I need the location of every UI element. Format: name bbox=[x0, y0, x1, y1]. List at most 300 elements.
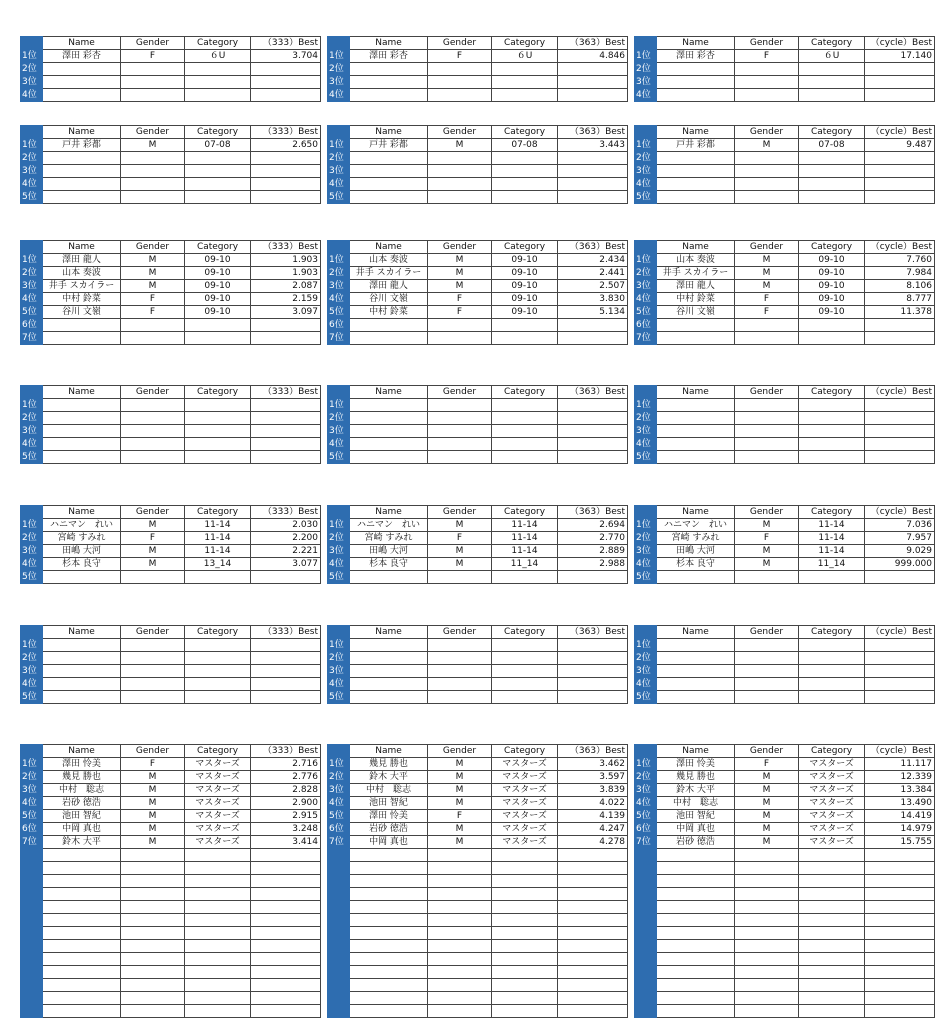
best-cell: 17.140 bbox=[865, 50, 935, 63]
header-row bbox=[635, 241, 935, 254]
name-cell: 杉本 良守 bbox=[657, 558, 735, 571]
best-cell: 13.384 bbox=[865, 784, 935, 797]
rank-label: 5位 bbox=[635, 191, 657, 204]
table-row bbox=[21, 451, 321, 464]
gender-cell bbox=[428, 992, 492, 1005]
table-row bbox=[21, 412, 321, 425]
category-cell: 11_14 bbox=[492, 558, 558, 571]
table-row bbox=[635, 691, 935, 704]
gender-cell bbox=[121, 875, 185, 888]
gender-cell bbox=[121, 191, 185, 204]
rank-label: 3位 bbox=[635, 280, 657, 293]
rank-label: 2位 bbox=[21, 152, 43, 165]
name-cell bbox=[350, 639, 428, 652]
rank-header-cell bbox=[635, 506, 657, 519]
category-header: Category bbox=[185, 506, 251, 519]
best-cell: 7.957 bbox=[865, 532, 935, 545]
category-cell bbox=[185, 332, 251, 345]
rank-label: 5位 bbox=[328, 191, 350, 204]
gender-cell bbox=[121, 152, 185, 165]
category-cell bbox=[799, 165, 865, 178]
table-row bbox=[635, 545, 935, 558]
category-cell bbox=[799, 992, 865, 1005]
name-cell: 中村 聡志 bbox=[657, 797, 735, 810]
gender-header: Gender bbox=[428, 626, 492, 639]
category-cell bbox=[492, 979, 558, 992]
best-cell bbox=[251, 966, 321, 979]
category-cell: 11-14 bbox=[492, 532, 558, 545]
name-cell: 田嶋 大河 bbox=[350, 545, 428, 558]
rank-header-cell bbox=[328, 745, 350, 758]
table-row bbox=[328, 691, 628, 704]
rank-label: 4位 bbox=[635, 293, 657, 306]
rank-label: 4位 bbox=[635, 558, 657, 571]
rank-label: 6位 bbox=[328, 319, 350, 332]
best-cell: 2.650 bbox=[251, 139, 321, 152]
category-cell bbox=[799, 966, 865, 979]
gender-cell bbox=[735, 927, 799, 940]
gender-cell bbox=[735, 979, 799, 992]
table-row bbox=[21, 306, 321, 319]
gender-cell bbox=[428, 652, 492, 665]
best-header: （363）Best bbox=[558, 626, 628, 639]
best-cell: 7.760 bbox=[865, 254, 935, 267]
category-cell bbox=[799, 691, 865, 704]
gender-cell bbox=[735, 165, 799, 178]
name-cell bbox=[657, 927, 735, 940]
header-row bbox=[328, 386, 628, 399]
best-cell bbox=[865, 639, 935, 652]
ranking-table bbox=[634, 505, 935, 584]
category-cell bbox=[799, 191, 865, 204]
best-cell bbox=[558, 652, 628, 665]
gender-cell: M bbox=[428, 771, 492, 784]
category-cell bbox=[492, 63, 558, 76]
name-cell bbox=[657, 152, 735, 165]
name-header: Name bbox=[657, 37, 735, 50]
table-row bbox=[328, 849, 628, 862]
category-cell bbox=[492, 966, 558, 979]
rank-label: 4位 bbox=[328, 438, 350, 451]
name-cell: 中村 鈴菜 bbox=[43, 293, 121, 306]
table-row bbox=[328, 771, 628, 784]
rank-label: 6位 bbox=[21, 319, 43, 332]
rank-header-cell bbox=[635, 241, 657, 254]
name-cell bbox=[43, 940, 121, 953]
gender-header: Gender bbox=[428, 506, 492, 519]
rank-label: 6位 bbox=[328, 823, 350, 836]
rank-label: 3位 bbox=[635, 425, 657, 438]
gender-cell: F bbox=[735, 293, 799, 306]
gender-cell: M bbox=[735, 771, 799, 784]
gender-cell bbox=[121, 888, 185, 901]
rank-label: 2位 bbox=[635, 63, 657, 76]
best-cell bbox=[865, 888, 935, 901]
table-row bbox=[635, 438, 935, 451]
name-cell bbox=[657, 165, 735, 178]
category-header: Category bbox=[492, 745, 558, 758]
gender-cell bbox=[735, 571, 799, 584]
gender-cell bbox=[121, 319, 185, 332]
ranking-table bbox=[634, 744, 935, 1018]
name-cell: 鈴木 大平 bbox=[43, 836, 121, 849]
best-cell bbox=[251, 652, 321, 665]
table-row bbox=[635, 399, 935, 412]
category-cell: 09-10 bbox=[492, 293, 558, 306]
category-cell bbox=[492, 332, 558, 345]
category-header: Category bbox=[799, 37, 865, 50]
category-cell bbox=[799, 438, 865, 451]
header-row bbox=[635, 37, 935, 50]
category-cell bbox=[492, 319, 558, 332]
rank-label: 1位 bbox=[328, 399, 350, 412]
best-cell bbox=[558, 992, 628, 1005]
rank-label: 1位 bbox=[328, 50, 350, 63]
best-cell: 13.490 bbox=[865, 797, 935, 810]
gender-cell: M bbox=[121, 267, 185, 280]
category-cell bbox=[799, 888, 865, 901]
table-row bbox=[635, 519, 935, 532]
category-cell: マスターズ bbox=[799, 797, 865, 810]
name-cell: 田嶋 大河 bbox=[657, 545, 735, 558]
rank-label: 5位 bbox=[21, 691, 43, 704]
table-row bbox=[328, 319, 628, 332]
category-header: Category bbox=[185, 126, 251, 139]
rank-label: 5位 bbox=[328, 571, 350, 584]
rank-label: 4位 bbox=[635, 178, 657, 191]
table-row bbox=[635, 293, 935, 306]
rank-label: 5位 bbox=[21, 191, 43, 204]
best-cell bbox=[558, 901, 628, 914]
best-cell bbox=[865, 319, 935, 332]
best-cell: 3.597 bbox=[558, 771, 628, 784]
rank-label: 2位 bbox=[635, 532, 657, 545]
rank-label bbox=[328, 914, 350, 927]
category-cell bbox=[492, 89, 558, 102]
rank-header-cell bbox=[328, 626, 350, 639]
table-row bbox=[328, 412, 628, 425]
name-cell: 澤田 彩杏 bbox=[657, 50, 735, 63]
category-cell bbox=[185, 665, 251, 678]
name-cell bbox=[43, 451, 121, 464]
gender-cell bbox=[735, 152, 799, 165]
category-cell bbox=[799, 927, 865, 940]
gender-cell: F bbox=[121, 532, 185, 545]
name-cell: 鈴木 大平 bbox=[657, 784, 735, 797]
best-cell bbox=[251, 979, 321, 992]
table-row bbox=[328, 165, 628, 178]
best-cell: 14.419 bbox=[865, 810, 935, 823]
name-header: Name bbox=[657, 241, 735, 254]
best-cell: 14.979 bbox=[865, 823, 935, 836]
best-cell bbox=[865, 953, 935, 966]
category-cell bbox=[492, 451, 558, 464]
table-row bbox=[328, 836, 628, 849]
rank-label bbox=[21, 849, 43, 862]
table-row bbox=[328, 652, 628, 665]
ranking-table bbox=[20, 125, 321, 204]
category-cell bbox=[492, 76, 558, 89]
category-cell bbox=[799, 152, 865, 165]
rank-label: 1位 bbox=[328, 639, 350, 652]
header-row bbox=[635, 745, 935, 758]
category-cell bbox=[185, 451, 251, 464]
rank-label bbox=[635, 901, 657, 914]
best-cell: 3.248 bbox=[251, 823, 321, 836]
table-row bbox=[635, 191, 935, 204]
gender-cell bbox=[121, 399, 185, 412]
name-cell: 戸井 彩都 bbox=[43, 139, 121, 152]
name-cell bbox=[350, 412, 428, 425]
gender-header: Gender bbox=[121, 386, 185, 399]
gender-cell bbox=[121, 438, 185, 451]
name-cell: 井手 スカイラー bbox=[657, 267, 735, 280]
header-row bbox=[328, 126, 628, 139]
name-cell: 澤田 怜美 bbox=[43, 758, 121, 771]
table-row bbox=[635, 412, 935, 425]
ranking-table bbox=[327, 385, 628, 464]
gender-header: Gender bbox=[428, 37, 492, 50]
name-cell bbox=[43, 571, 121, 584]
table-row bbox=[328, 953, 628, 966]
table-row bbox=[21, 332, 321, 345]
gender-cell bbox=[735, 992, 799, 1005]
best-cell bbox=[865, 76, 935, 89]
gender-cell: M bbox=[735, 254, 799, 267]
rank-label: 3位 bbox=[328, 280, 350, 293]
gender-cell bbox=[428, 399, 492, 412]
name-cell: 中村 聡志 bbox=[43, 784, 121, 797]
category-cell: 09-10 bbox=[799, 280, 865, 293]
name-cell bbox=[350, 849, 428, 862]
table-row bbox=[635, 50, 935, 63]
best-cell bbox=[865, 691, 935, 704]
best-cell bbox=[251, 691, 321, 704]
gender-cell: F bbox=[428, 810, 492, 823]
header-row bbox=[21, 241, 321, 254]
name-cell: 澤田 龍人 bbox=[43, 254, 121, 267]
table-row bbox=[328, 665, 628, 678]
category-cell: 11-14 bbox=[185, 532, 251, 545]
best-cell: 8.106 bbox=[865, 280, 935, 293]
best-cell bbox=[865, 914, 935, 927]
ranking-table bbox=[327, 505, 628, 584]
rank-label: 6位 bbox=[21, 823, 43, 836]
table-row bbox=[328, 862, 628, 875]
table-row bbox=[635, 678, 935, 691]
gender-cell: M bbox=[121, 823, 185, 836]
rank-label bbox=[635, 1005, 657, 1018]
table-row bbox=[21, 191, 321, 204]
rank-label: 3位 bbox=[635, 165, 657, 178]
table-row bbox=[21, 293, 321, 306]
rank-label: 4位 bbox=[328, 293, 350, 306]
rank-label: 2位 bbox=[328, 267, 350, 280]
table-row bbox=[635, 966, 935, 979]
best-cell: 11.117 bbox=[865, 758, 935, 771]
name-cell bbox=[43, 165, 121, 178]
table-row bbox=[328, 306, 628, 319]
rank-label: 5位 bbox=[328, 810, 350, 823]
gender-header: Gender bbox=[735, 386, 799, 399]
rank-label: 4位 bbox=[328, 89, 350, 102]
category-cell bbox=[185, 412, 251, 425]
gender-header: Gender bbox=[735, 37, 799, 50]
gender-cell bbox=[428, 979, 492, 992]
header-row bbox=[328, 506, 628, 519]
category-cell bbox=[799, 571, 865, 584]
rank-header-cell bbox=[635, 37, 657, 50]
name-cell bbox=[350, 76, 428, 89]
best-cell: 3.462 bbox=[558, 758, 628, 771]
name-cell: 杉本 良守 bbox=[43, 558, 121, 571]
name-cell bbox=[43, 332, 121, 345]
best-cell bbox=[558, 89, 628, 102]
name-cell bbox=[350, 571, 428, 584]
rank-label: 3位 bbox=[328, 545, 350, 558]
category-cell bbox=[492, 165, 558, 178]
table-row bbox=[21, 639, 321, 652]
name-cell bbox=[350, 89, 428, 102]
rank-label: 2位 bbox=[328, 652, 350, 665]
rank-label: 2位 bbox=[21, 63, 43, 76]
rank-label bbox=[635, 966, 657, 979]
name-cell: 幾見 勝也 bbox=[43, 771, 121, 784]
gender-cell: M bbox=[428, 139, 492, 152]
category-cell: マスターズ bbox=[492, 784, 558, 797]
best-cell bbox=[865, 901, 935, 914]
category-cell bbox=[492, 849, 558, 862]
name-cell bbox=[43, 691, 121, 704]
header-row bbox=[328, 745, 628, 758]
best-header: （333）Best bbox=[251, 126, 321, 139]
category-cell bbox=[799, 89, 865, 102]
best-header: （cycle）Best bbox=[865, 626, 935, 639]
category-cell: 09-10 bbox=[492, 267, 558, 280]
gender-cell: F bbox=[121, 50, 185, 63]
category-header: Category bbox=[492, 626, 558, 639]
rank-label bbox=[328, 888, 350, 901]
name-cell bbox=[350, 438, 428, 451]
category-cell: 09-10 bbox=[799, 267, 865, 280]
name-cell bbox=[657, 425, 735, 438]
name-cell bbox=[350, 425, 428, 438]
table-row bbox=[635, 89, 935, 102]
best-cell bbox=[865, 927, 935, 940]
rank-label: 1位 bbox=[21, 758, 43, 771]
table-row bbox=[328, 451, 628, 464]
table-row bbox=[328, 758, 628, 771]
category-cell: 09-10 bbox=[799, 254, 865, 267]
name-cell: 澤田 彩杏 bbox=[350, 50, 428, 63]
header-row bbox=[635, 506, 935, 519]
rank-label: 3位 bbox=[21, 76, 43, 89]
gender-cell bbox=[121, 849, 185, 862]
name-header: Name bbox=[350, 506, 428, 519]
gender-cell: F bbox=[121, 293, 185, 306]
best-cell: 2.507 bbox=[558, 280, 628, 293]
best-cell bbox=[865, 665, 935, 678]
rank-header-cell bbox=[328, 506, 350, 519]
rank-label: 4位 bbox=[328, 678, 350, 691]
category-cell: マスターズ bbox=[492, 771, 558, 784]
gender-cell: M bbox=[428, 267, 492, 280]
rank-label: 2位 bbox=[328, 152, 350, 165]
name-cell bbox=[43, 399, 121, 412]
category-cell bbox=[185, 927, 251, 940]
best-cell bbox=[558, 940, 628, 953]
rank-label: 7位 bbox=[328, 332, 350, 345]
gender-cell bbox=[121, 665, 185, 678]
category-cell bbox=[492, 665, 558, 678]
best-cell bbox=[251, 992, 321, 1005]
gender-cell: F bbox=[428, 306, 492, 319]
rank-label: 4位 bbox=[635, 678, 657, 691]
gender-header: Gender bbox=[121, 626, 185, 639]
table-row bbox=[635, 652, 935, 665]
rank-label: 5位 bbox=[635, 810, 657, 823]
best-cell: 4.022 bbox=[558, 797, 628, 810]
category-cell: マスターズ bbox=[185, 810, 251, 823]
gender-cell: F bbox=[121, 758, 185, 771]
gender-cell bbox=[121, 165, 185, 178]
gender-cell: M bbox=[428, 784, 492, 797]
category-cell bbox=[185, 165, 251, 178]
best-cell bbox=[865, 966, 935, 979]
gender-cell: M bbox=[735, 558, 799, 571]
best-header: （333）Best bbox=[251, 37, 321, 50]
rank-label: 5位 bbox=[635, 451, 657, 464]
rank-label: 1位 bbox=[635, 399, 657, 412]
table-row bbox=[21, 139, 321, 152]
rank-label: 1位 bbox=[635, 50, 657, 63]
gender-cell bbox=[735, 849, 799, 862]
gender-cell: M bbox=[735, 810, 799, 823]
rank-label: 1位 bbox=[635, 519, 657, 532]
rank-label bbox=[635, 940, 657, 953]
gender-cell: M bbox=[121, 771, 185, 784]
category-cell: 11_14 bbox=[799, 558, 865, 571]
best-cell bbox=[865, 862, 935, 875]
name-cell bbox=[350, 940, 428, 953]
name-cell bbox=[43, 89, 121, 102]
category-cell: マスターズ bbox=[799, 758, 865, 771]
best-cell bbox=[558, 678, 628, 691]
name-cell: 澤田 龍人 bbox=[350, 280, 428, 293]
name-cell bbox=[350, 63, 428, 76]
rank-label bbox=[635, 875, 657, 888]
gender-cell: F bbox=[735, 50, 799, 63]
rank-header-cell bbox=[21, 386, 43, 399]
table-row bbox=[328, 940, 628, 953]
best-cell: 2.988 bbox=[558, 558, 628, 571]
table-row bbox=[21, 50, 321, 63]
table-row bbox=[21, 76, 321, 89]
header-row bbox=[21, 506, 321, 519]
gender-cell bbox=[735, 332, 799, 345]
gender-cell bbox=[735, 399, 799, 412]
category-cell bbox=[799, 665, 865, 678]
best-header: （cycle）Best bbox=[865, 386, 935, 399]
table-row bbox=[635, 63, 935, 76]
gender-header: Gender bbox=[121, 126, 185, 139]
best-header: （333）Best bbox=[251, 506, 321, 519]
rank-label: 4位 bbox=[21, 293, 43, 306]
category-cell: マスターズ bbox=[492, 810, 558, 823]
category-cell: 11-14 bbox=[492, 519, 558, 532]
name-cell: 池田 智紀 bbox=[657, 810, 735, 823]
best-header: （363）Best bbox=[558, 241, 628, 254]
